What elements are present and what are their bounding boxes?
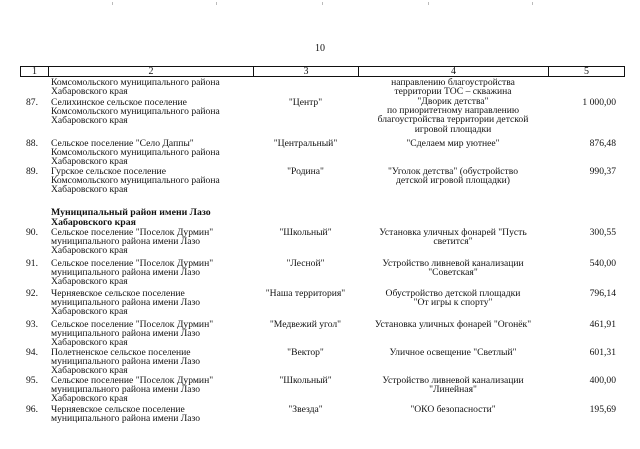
settlement-name: Селихинское сельское поселение Комсомольского муниципального района Хабаровского края (51, 97, 220, 127)
tos-name: "Центр" (288, 97, 323, 108)
tos-name: "Школьный" (279, 375, 332, 386)
scan-mark (428, 2, 429, 5)
continuation-project: направлению благоустройства территории ТОС – скважина (391, 77, 515, 98)
tos-name: "Медвежий угол" (269, 319, 342, 330)
project-name: Уличное освещение "Светлый" (389, 347, 517, 358)
page-number: 10 (315, 43, 325, 54)
settlement-name: Полетненское сельское поселение муниципального района имени Лазо Хабаровского края (51, 347, 201, 377)
project-name: "Сделаем мир уютнее" (406, 138, 500, 149)
continuation-name: Комсомольского муниципального района Хабаровского края (51, 77, 220, 98)
row-number: 92. (26, 288, 38, 299)
row-number: 89. (26, 166, 38, 177)
project-name: Установка уличных фонарей "Пусть светится" (379, 227, 527, 248)
project-name: Устройство ливневой канализации "Линейная" (382, 375, 524, 396)
row-number: 96. (26, 404, 38, 415)
project-name: "Дворик детства" по приоритетному направлению благоустройства территории детской игровой площадки (377, 96, 529, 135)
project-name: Обустройство детской площадки "От игры к спорту" (385, 288, 521, 309)
settlement-name: Сельское поселение "Поселок Дурмин" муниципального района имени Лазо Хабаровского края (51, 375, 214, 405)
amount: 461,91 (589, 319, 616, 330)
project-name: Установка уличных фонарей "Огонёк" (374, 319, 532, 330)
amount: 540,00 (589, 258, 616, 269)
column-header-4: 4 (359, 67, 549, 76)
settlement-name: Гурское сельское поселение Комсомольского муниципального района Хабаровского края (51, 166, 220, 196)
column-header-5: 5 (584, 66, 589, 77)
table-header-row (20, 66, 625, 77)
scan-mark (112, 2, 113, 5)
scan-mark (322, 2, 323, 5)
tos-name: "Наша территория" (265, 288, 346, 299)
amount: 1 000,00 (582, 97, 616, 108)
amount: 876,48 (589, 138, 616, 149)
scan-mark (532, 2, 533, 5)
tos-name: "Школьный" (279, 227, 332, 238)
column-header-2: 2 (49, 67, 254, 76)
project-name: "ОКО безопасности" (410, 404, 496, 415)
settlement-name: Черняевское сельское поселение муниципального района имени Лазо (51, 404, 201, 425)
column-header-3: 3 (254, 67, 359, 76)
tos-name: "Вектор" (287, 347, 324, 358)
row-number: 91. (26, 258, 38, 269)
project-name: "Уголок детства" (обустройство детской игровой площадки) (387, 166, 519, 187)
amount: 990,37 (589, 166, 616, 177)
amount: 400,00 (589, 375, 616, 386)
amount: 796,14 (589, 288, 616, 299)
tos-name: "Родина" (287, 166, 324, 177)
row-number: 93. (26, 319, 38, 330)
row-number: 94. (26, 347, 38, 358)
scan-mark (216, 2, 217, 5)
tos-name: "Звезда" (288, 404, 323, 415)
row-number: 90. (26, 227, 38, 238)
row-number: 88. (26, 138, 38, 149)
amount: 601,31 (589, 347, 616, 358)
settlement-name: Сельское поселение "Поселок Дурмин" муниципального района имени Лазо Хабаровского края (51, 258, 214, 288)
amount: 195,69 (589, 404, 616, 415)
settlement-name: Сельское поселение "Село Даппы" Комсомольского муниципального района Хабаровского края (51, 138, 220, 168)
row-number: 95. (26, 375, 38, 386)
settlement-name: Черняевское сельское поселение муниципального района имени Лазо Хабаровского края (51, 288, 201, 318)
tos-name: "Лесной" (286, 258, 325, 269)
project-name: Устройство ливневой канализации "Советская" (382, 258, 524, 279)
amount: 300,55 (589, 227, 616, 238)
section-heading: Муниципальный район имени Лазо Хабаровского края (51, 207, 211, 228)
column-header-1: 1 (21, 67, 49, 76)
tos-name: "Центральный" (273, 138, 338, 149)
row-number: 87. (26, 97, 38, 108)
settlement-name: Сельское поселение "Поселок Дурмин" муниципального района имени Лазо Хабаровского края (51, 227, 214, 257)
settlement-name: Сельское поселение "Поселок Дурмин" муниципального района имени Лазо Хабаровского края (51, 319, 214, 349)
